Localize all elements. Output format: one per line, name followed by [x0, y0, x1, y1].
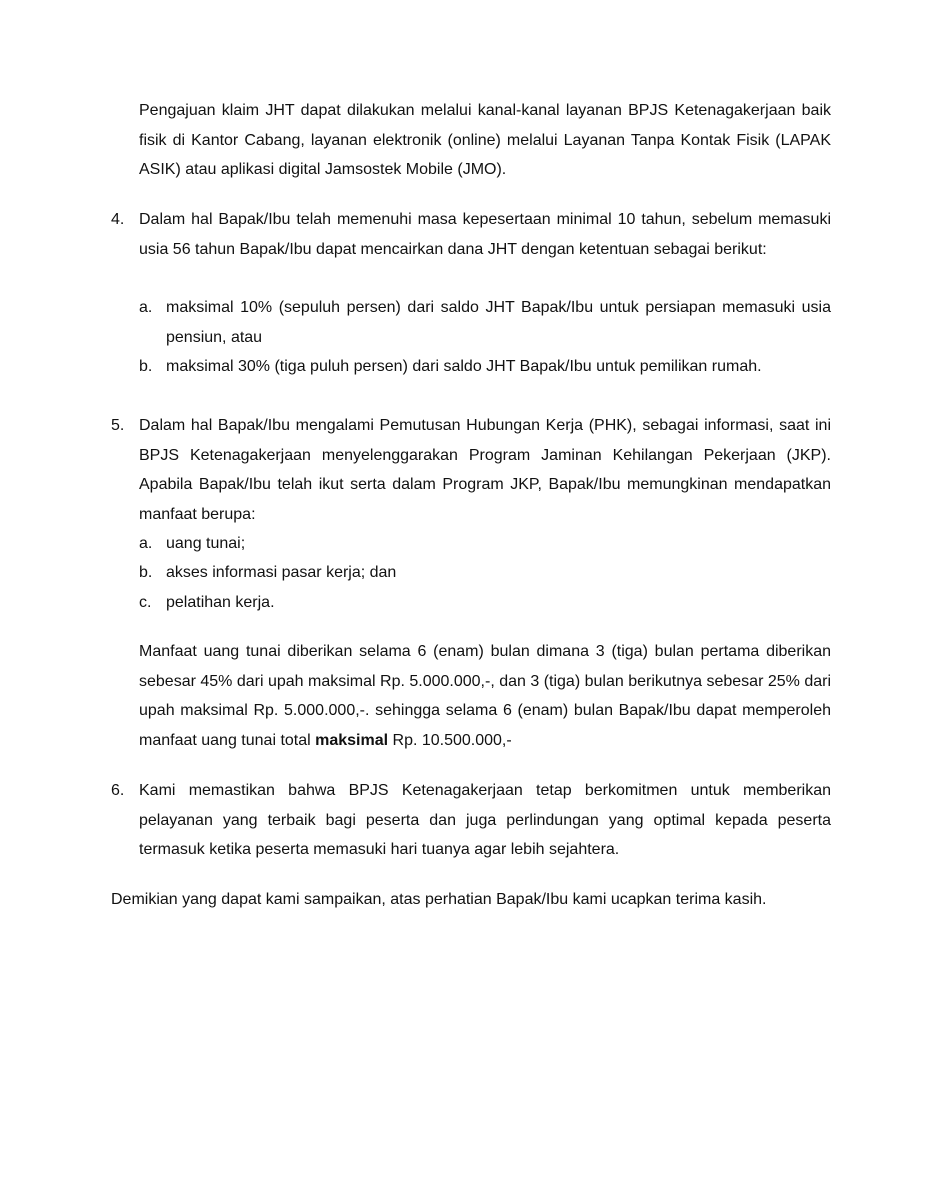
item-5-paragraph: Dalam hal Bapak/Ibu mengalami Pemutusan Hubungan Kerja (PHK), sebagai informasi, saat ini BPJS Ketenagakerjaan menyelenggarakan Program Jaminan Kehilangan Pekerjaan (JKP). Apabila Bapak/Ibu telah ikut serta dalam Program JKP, Bapak/Ibu memungkinan mendapatkan manfaat berupa:: [139, 417, 831, 523]
item-5-benefit-note: [139, 637, 831, 755]
sub-letter: b.: [139, 564, 153, 581]
item-5-sub-b: [139, 558, 831, 588]
sub-text: uang tunai;: [166, 535, 246, 552]
intro-paragraph: Pengajuan klaim JHT dapat dilakukan melalui kanal-kanal layanan BPJS Ketenagakerjaan baik fisik di Kantor Cabang, layanan elektronik (online) melalui Layanan Tanpa Kontak Fisik (LAPAK ASIK) atau aplikasi digital Jamsostek Mobile (JMO).: [139, 102, 831, 178]
sub-text: maksimal 30% (tiga puluh persen) dari saldo JHT Bapak/Ibu untuk pemilikan rumah.: [166, 358, 762, 375]
item-4-paragraph: Dalam hal Bapak/Ibu telah memenuhi masa kepesertaan minimal 10 tahun, sebelum memasuki usia 56 tahun Bapak/Ibu dapat mencairkan dana JHT dengan ketentuan sebagai berikut:: [139, 211, 831, 258]
item-6-paragraph: Kami memastikan bahwa BPJS Ketenagakerjaan tetap berkomitmen untuk memberikan pelayanan yang terbaik bagi peserta dan juga perlindungan yang optimal kepada peserta termasuk ketika peserta memasuki hari tuanya agar lebih sejahtera.: [139, 782, 831, 858]
sub-text: pelatihan kerja.: [166, 594, 275, 611]
item-5-number: 5.: [111, 417, 125, 434]
benefit-note-amount: Rp. 10.500.000,-: [388, 731, 512, 749]
sub-letter: a.: [139, 535, 153, 552]
benefit-note-bold: maksimal: [315, 731, 389, 749]
sub-letter: a.: [139, 299, 153, 316]
item-4-number: 4.: [111, 211, 125, 228]
item-4-sub-b: [139, 352, 831, 382]
item-5-sub-c: [139, 588, 831, 618]
sub-text: akses informasi pasar kerja; dan: [166, 564, 397, 581]
item-5-sub-a: [139, 529, 831, 559]
sub-text: maksimal 10% (sepuluh persen) dari saldo JHT Bapak/Ibu untuk persiapan memasuki usia pensiun, atau: [166, 299, 831, 346]
item-4-sub-a: [139, 293, 831, 352]
sub-letter: c.: [139, 594, 152, 611]
benefit-note-text: Manfaat uang tunai diberikan selama 6 (enam) bulan dimana 3 (tiga) bulan pertama diberikan sebesar 45% dari upah maksimal Rp. 5.000.000,-, dan 3 (tiga) bulan berikutnya sebesar 25% dari upah maksimal Rp. 5.000.000,-. sehingga selama 6 (enam) bulan Bapak/Ibu dapat memperoleh manfaat uang tunai total: [139, 643, 831, 749]
closing-paragraph: Demikian yang dapat kami sampaikan, atas perhatian Bapak/Ibu kami ucapkan terima kasih.: [111, 891, 767, 908]
item-6-number: 6.: [111, 782, 125, 799]
sub-letter: b.: [139, 358, 153, 375]
